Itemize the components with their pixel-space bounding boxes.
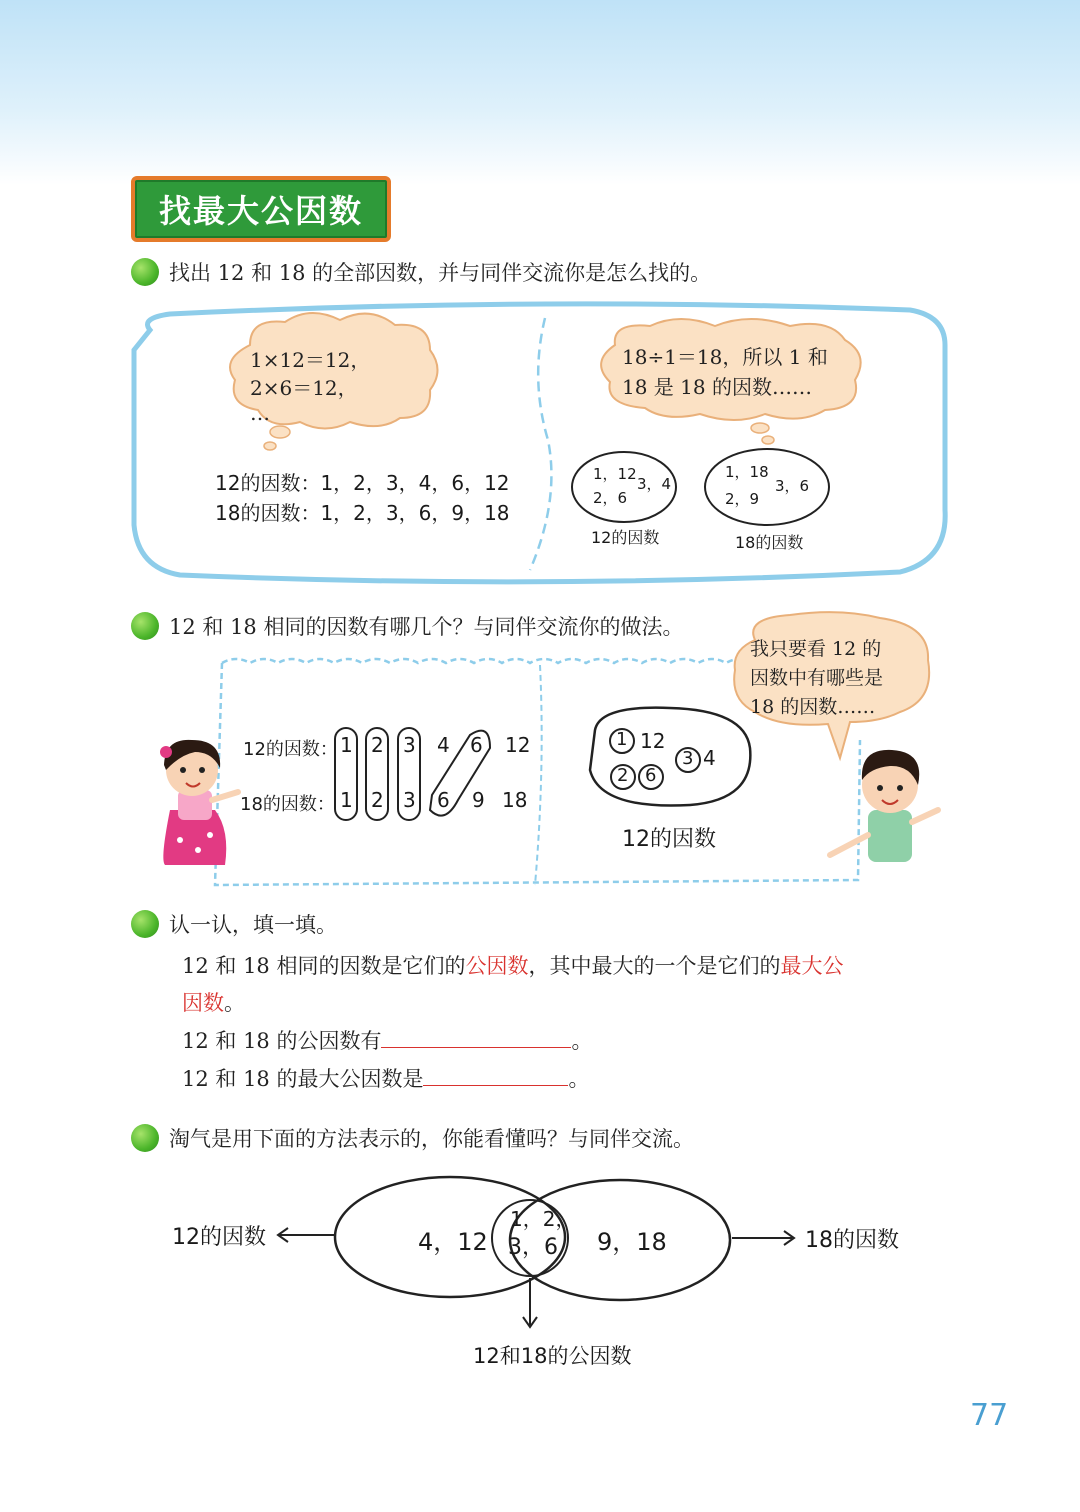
factors-12-list: 12的因数：1，2，3，4，6，12 [215, 471, 510, 495]
row12-value: 3 [403, 733, 416, 757]
row12-value: 1 [340, 733, 353, 757]
set-num-2: 2 [617, 765, 629, 786]
set18-row2: 2，9 [725, 490, 760, 508]
set-num-3: 3 [682, 748, 694, 769]
cloud-right-line-2: 18 是 18 的因数…… [622, 375, 812, 399]
venn-bottom-label: 12和18的公因数 [473, 1344, 632, 1368]
page-number: 77 [970, 1398, 1009, 1433]
thought-bubble-dot [270, 426, 290, 438]
row18-value: 9 [472, 788, 485, 812]
question-3-text: 认一认，填一填。 [169, 913, 337, 937]
set-oval-12-box2 [590, 708, 750, 806]
venn-common-bottom: 3，6 [508, 1235, 558, 1260]
discussion-box-2-divider [535, 665, 542, 885]
thought-bubble-dot [264, 442, 276, 450]
set-num-6: 6 [645, 765, 657, 786]
definition-text: 。 [224, 991, 245, 1015]
cloud-right-line-1: 18÷1＝18，所以 1 和 [622, 345, 828, 369]
fill-prompt: 12 和 18 的公因数有 [182, 1029, 382, 1053]
speech-line-2: 因数中有哪些是 [750, 667, 884, 689]
definition-line-1 [182, 950, 843, 980]
venn-left-only: 4，12 [418, 1228, 488, 1256]
venn-right-only: 9，18 [597, 1228, 667, 1256]
row18-value: 18 [502, 788, 528, 812]
green-bullet-icon [131, 910, 159, 938]
cloud-left-line-3: … [250, 401, 270, 425]
set12-row2: 2，6 [593, 489, 628, 507]
speech-line-3: 18 的因数…… [750, 696, 876, 718]
row18-label: 18的因数： [240, 794, 335, 815]
green-bullet-icon [131, 1124, 159, 1152]
set18-row1a: 1，18 [725, 463, 769, 481]
set-num-12: 12 [640, 729, 666, 753]
set12-label: 12的因数 [591, 528, 660, 547]
row12-value: 12 [505, 733, 531, 757]
set-num-4: 4 [703, 746, 716, 770]
set12-row1a: 1，12 [593, 465, 637, 483]
definition-line-2 [182, 987, 245, 1017]
venn-common-top: 1，2， [510, 1207, 576, 1231]
venn-right-label: 18的因数 [805, 1228, 899, 1253]
period: 。 [568, 1067, 590, 1091]
thought-bubble-dot [762, 436, 774, 444]
girl-illustration [160, 740, 238, 865]
question-3 [131, 909, 337, 939]
period: 。 [571, 1029, 593, 1053]
discussion-box-2-top-wave [222, 659, 754, 663]
row12-value: 2 [371, 733, 384, 757]
fill-prompt: 12 和 18 的最大公因数是 [182, 1067, 424, 1091]
answer-blank-gcf[interactable] [423, 1067, 568, 1086]
question-4 [131, 1123, 694, 1153]
section-title: 找最大公因数 [158, 192, 363, 230]
fill-line-common-factors [182, 1025, 592, 1055]
question-1-text: 找出 12 和 18 的全部因数，并与同伴交流你是怎么找的。 [169, 261, 712, 285]
green-bullet-icon [131, 612, 159, 640]
set-num-1: 1 [616, 729, 628, 750]
row18-value: 2 [371, 788, 384, 812]
speech-line-1: 我只要看 12 的 [750, 638, 882, 660]
discussion-box-1-divider [530, 318, 551, 570]
row12-label: 12的因数： [243, 739, 338, 760]
question-2 [131, 611, 683, 641]
row18-value: 3 [403, 788, 416, 812]
set18-row1b: 3，6 [775, 477, 810, 495]
boy-illustration [830, 750, 938, 862]
fill-line-gcf [182, 1063, 589, 1093]
cloud-left-line-2: 2×6＝12， [250, 376, 358, 400]
venn-left-label: 12的因数 [172, 1225, 266, 1250]
set-label-box2: 12的因数 [622, 827, 716, 852]
definition-text: ，其中最大的一个是它们的 [528, 954, 781, 978]
row12-value: 6 [470, 733, 483, 757]
set18-label: 18的因数 [735, 533, 804, 552]
row12-value: 4 [437, 733, 450, 757]
term-gcf-part2: 因数 [182, 991, 224, 1015]
row18-value: 6 [437, 788, 450, 812]
term-common-factor: 公因数 [465, 954, 529, 978]
thought-bubble-dot [751, 423, 769, 433]
definition-text: 12 和 18 相同的因数是它们的 [182, 954, 466, 978]
row18-value: 1 [340, 788, 353, 812]
set12-row1b: 3，4 [637, 475, 672, 493]
answer-blank-common-factors[interactable] [381, 1029, 571, 1048]
cloud-left-line-1: 1×12＝12， [250, 348, 371, 372]
factors-18-list: 18的因数：1，2，3，6，9，18 [215, 501, 510, 525]
question-2-text: 12 和 18 相同的因数有哪几个？与同伴交流你的做法。 [169, 615, 684, 639]
term-gcf-part1: 最大公 [780, 954, 844, 978]
question-4-text: 淘气是用下面的方法表示的，你能看懂吗？与同伴交流。 [169, 1127, 694, 1151]
